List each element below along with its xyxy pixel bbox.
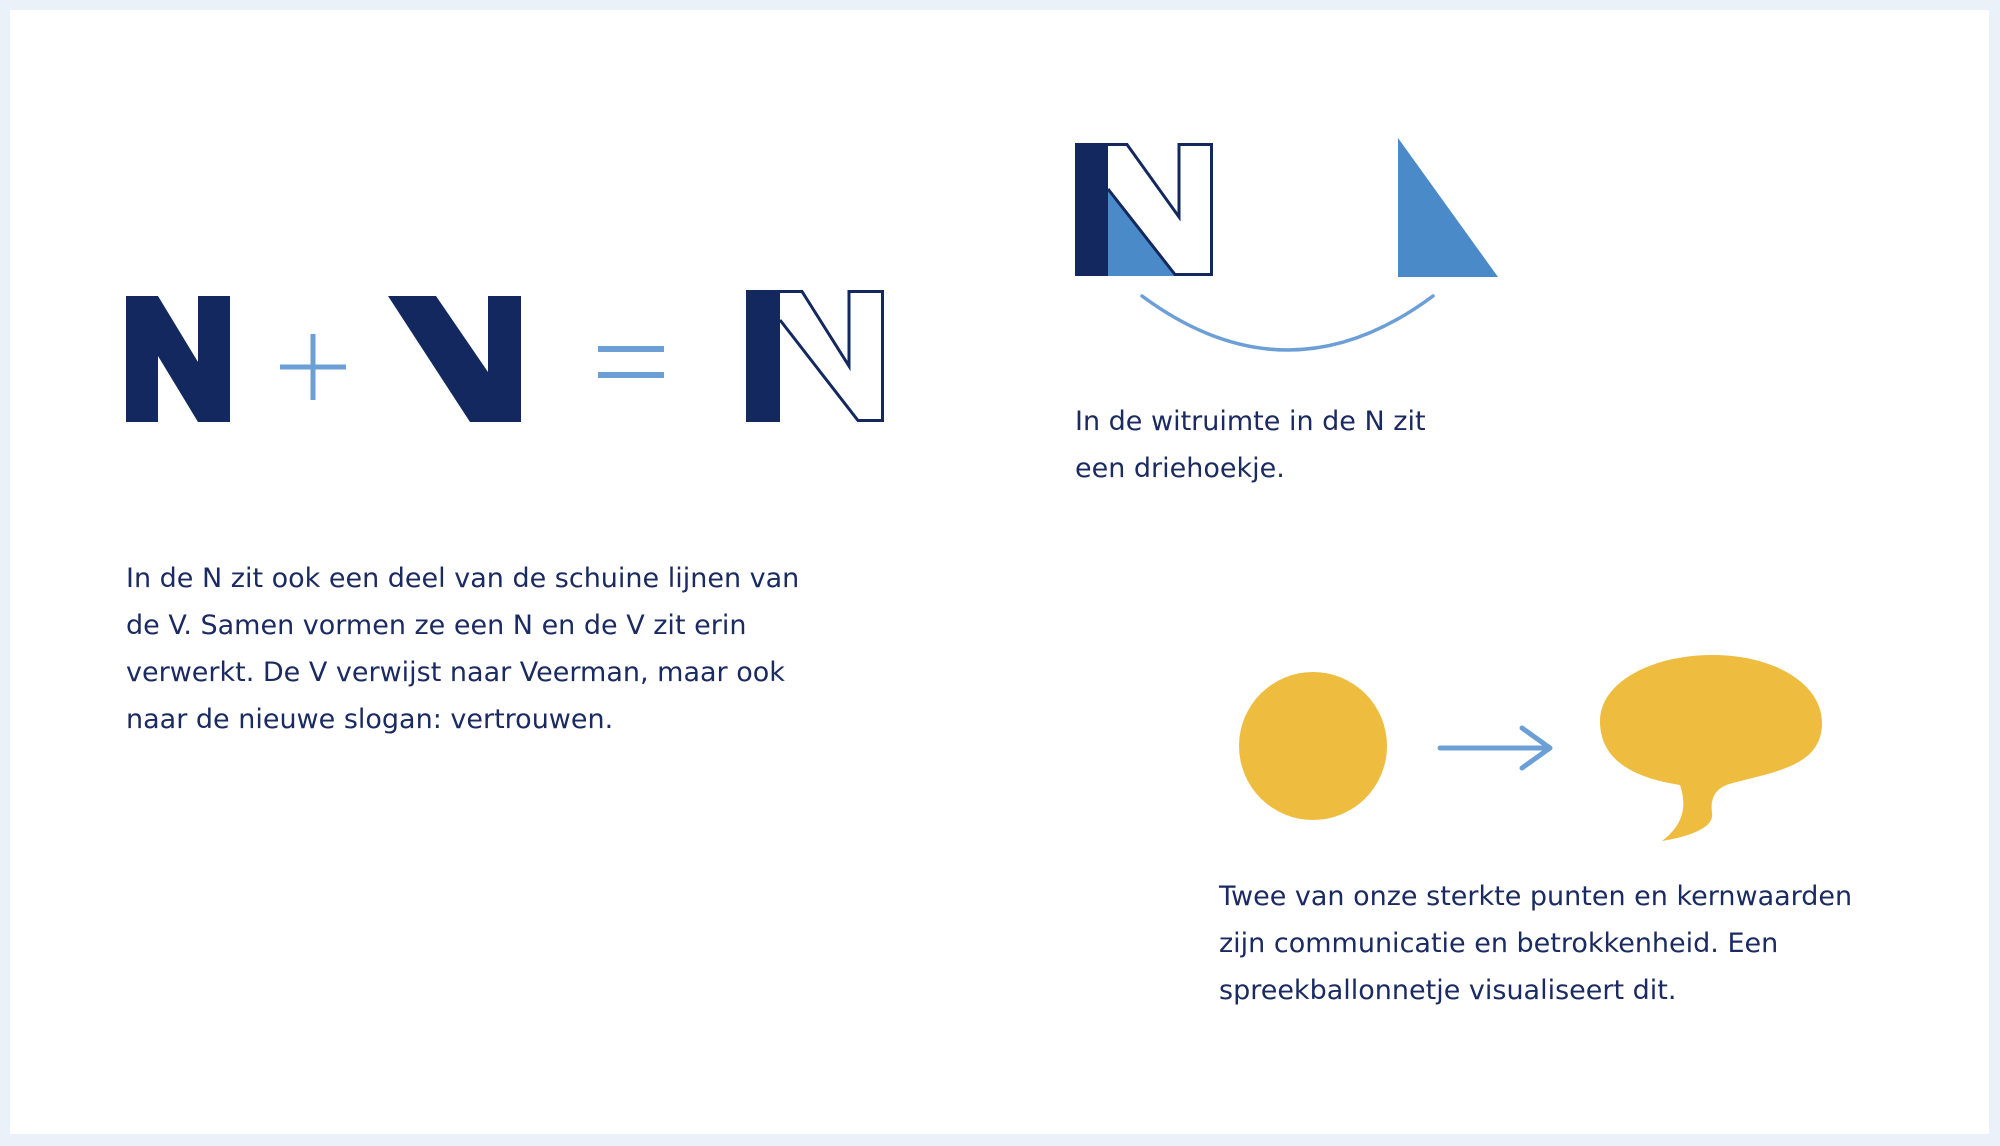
balloon-explanation-line: spreekballonnetje visualiseert dit. bbox=[1219, 975, 1677, 1006]
plus-icon bbox=[280, 334, 346, 400]
n-v-explanation bbox=[126, 555, 799, 743]
n-v-explanation-line: In de N zit ook een deel van de schuine lijnen van bbox=[126, 563, 800, 594]
triangle-icon bbox=[1398, 138, 1498, 277]
smile-curve-icon bbox=[1140, 292, 1435, 354]
n-v-explanation-line: naar de nieuwe slogan: vertrouwen. bbox=[126, 704, 614, 735]
letter-n-icon bbox=[126, 296, 230, 422]
balloon-explanation-line: zijn communicatie en betrokkenheid. Een bbox=[1219, 928, 1779, 959]
triangle-explanation bbox=[1075, 398, 1426, 492]
equals-icon bbox=[598, 346, 664, 380]
letter-v-icon bbox=[388, 296, 521, 422]
triangle-explanation-line: In de witruimte in de N zit bbox=[1075, 406, 1426, 437]
n-v-explanation-line: verwerkt. De V verwijst naar Veerman, maar ook bbox=[126, 657, 785, 688]
balloon-explanation bbox=[1219, 873, 1852, 1014]
logo-n-icon bbox=[1075, 143, 1213, 276]
triangle-explanation-line: een driehoekje. bbox=[1075, 453, 1285, 484]
balloon-explanation-line: Twee van onze sterkte punten en kernwaarden bbox=[1219, 881, 1853, 912]
arrow-right-icon bbox=[1438, 725, 1554, 771]
speech-balloon-icon bbox=[1598, 653, 1824, 843]
circle-icon bbox=[1239, 672, 1387, 820]
n-v-explanation-line: de V. Samen vormen ze een N en de V zit erin bbox=[126, 610, 747, 641]
logo-n-icon bbox=[746, 290, 884, 422]
